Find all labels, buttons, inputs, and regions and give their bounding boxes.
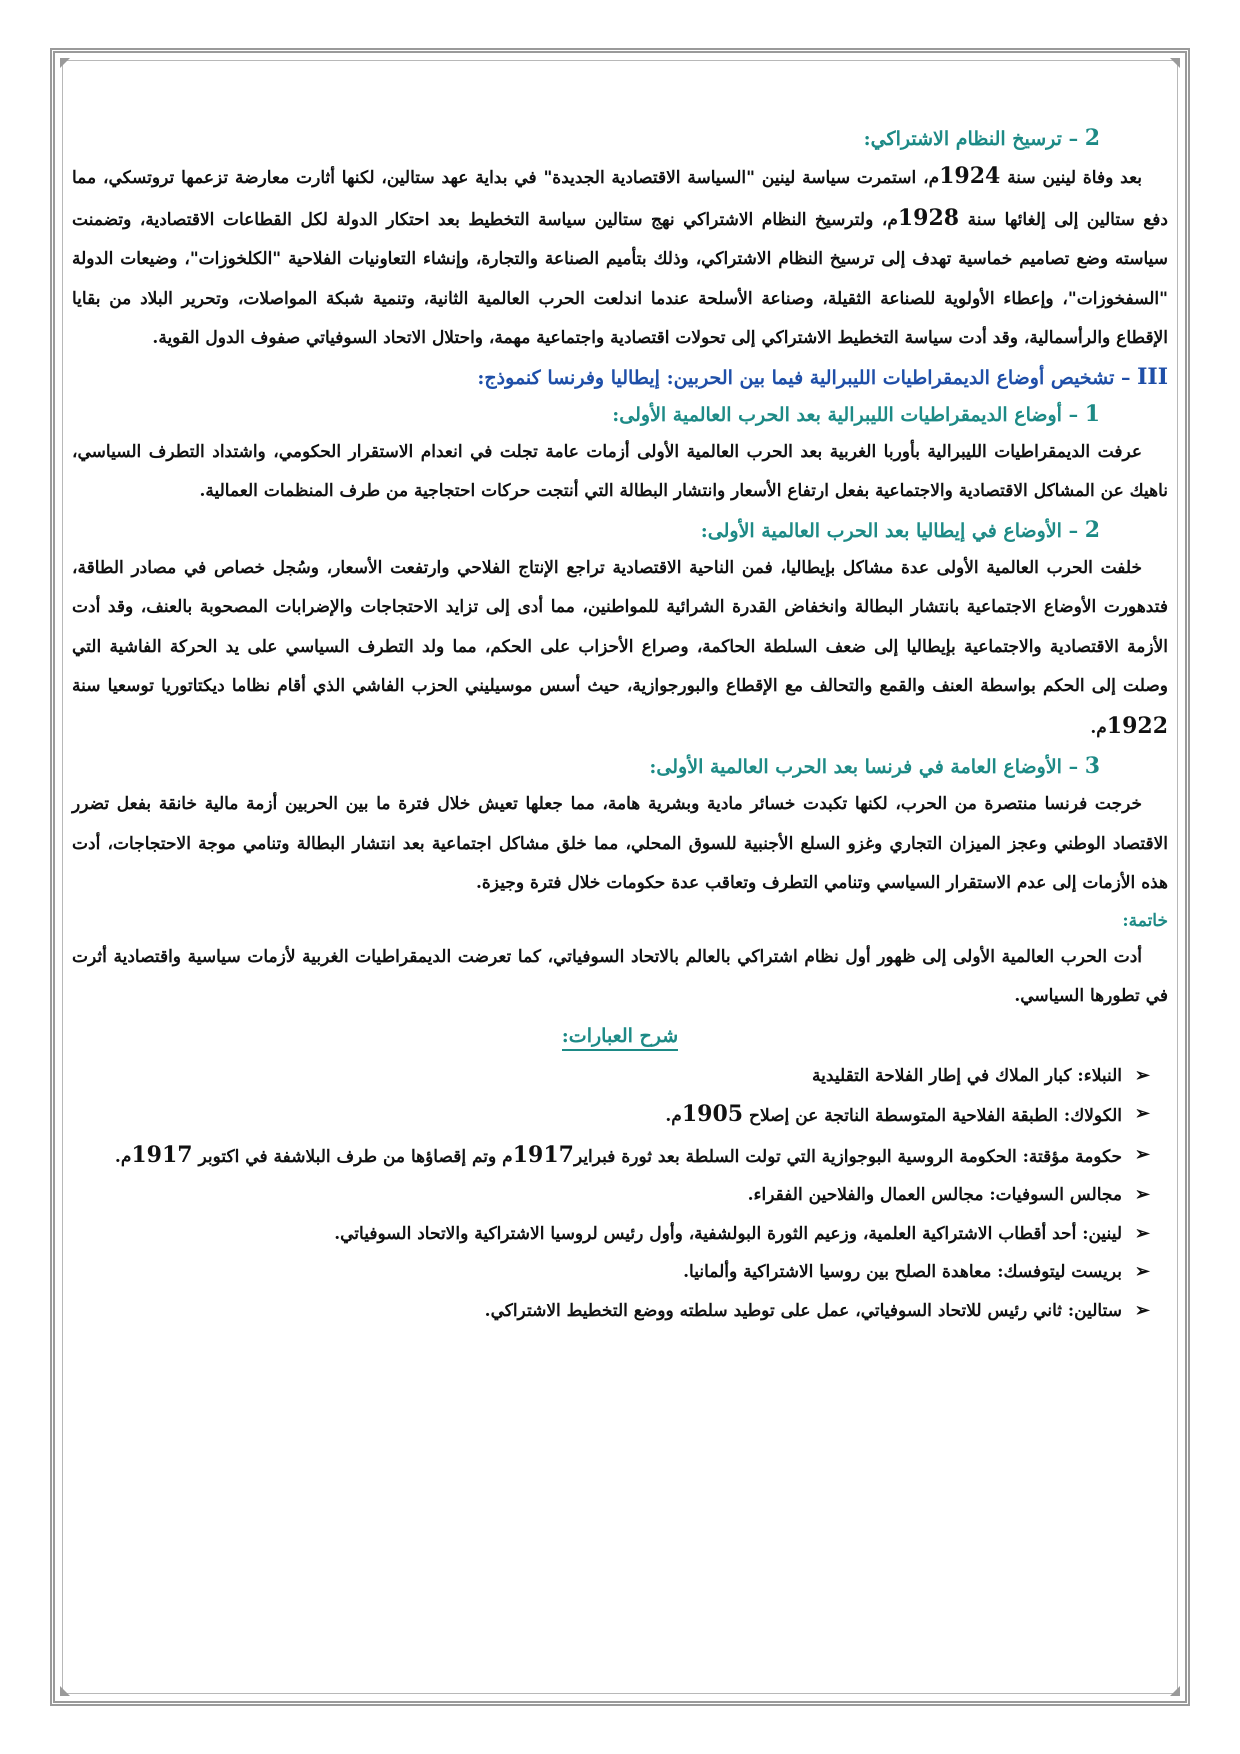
arrow-bullet-icon: ➢ — [1134, 1261, 1150, 1282]
arrow-bullet-icon: ➢ — [1134, 1103, 1150, 1124]
list-item: ➢ ستالين: ثاني رئيس للاتحاد السوفياتي، عمل على توطيد سلطته ووضع التخطيط الاشتراكي. — [72, 1292, 1150, 1331]
list-item: ➢ بريست ليتوفسك: معاهدة الصلح بين روسيا الاشتراكية وألمانيا. — [72, 1253, 1150, 1292]
definitions-title: شرح العبارات: — [72, 1025, 1168, 1047]
heading-france: 3 – الأوضاع العامة في فرنسا بعد الحرب العالمية الأولى: — [649, 753, 1100, 779]
paragraph-socialism: بعد وفاة لينين سنة 1924م، استمرت سياسة لينين "السياسة الاقتصادية الجديدة" في بداية عهد ستالين، لكنها أثارت معارضة تزعمها تروتسكي، مما دفع ستالين إلى إلغائها سنة 1928م، ولترسيخ النظام الاشتراكي نهج ستالين سياسة التخطيط بعد احتكار الدولة لكل القطاعات الاقتصادية، وتضمنت سياسته وضع تصاميم خماسية تهدف إلى ترسيخ النظام الاشتراكي، وذلك بتأميم الصناعة والتجارة، وإنشاء التعاونيات الفلاحية "الكلخوزات"، وضيعات الدولة "السفخوزات"، وإعطاء الأولوية للصناعة الثقيلة، وصناعة الأسلحة عندما اندلعت الحرب العالمية الثانية، وتنمية شبكة المواصلات، وتحرير البلاد من بقايا الإقطاع والرأسمالية، وقد أدت سياسة التخطيط الاشتراكي إلى تحولات اقتصادية واجتماعية مهمة، واحتلال الاتحاد السوفياتي صفوف الدول القوية. — [72, 163, 1168, 348]
list-item: ➢ النبلاء: كبار الملاك في إطار الفلاحة التقليدية — [72, 1057, 1150, 1096]
paragraph-conclusion: أدت الحرب العالمية الأولى إلى ظهور أول نظام اشتراكي بالعالم بالاتحاد السوفياتي، كما تعرضت الديمقراطيات الغربية لأزمات سياسية واقتصادية أثرت في تطورها السياسي. — [72, 946, 1168, 1006]
heading-liberal-democracies: 1 – أوضاع الديمقراطيات الليبرالية بعد الحرب العالمية الأولى: — [612, 400, 1100, 427]
heading-italy: 2 – الأوضاع في إيطاليا بعد الحرب العالمية الأولى: — [700, 516, 1100, 543]
list-item: ➢ مجالس السوفيات: مجالس العمال والفلاحين الفقراء. — [72, 1176, 1150, 1215]
list-item: ➢ لينين: أحد أقطاب الاشتراكية العلمية، وزعيم الثورة البولشفية، وأول رئيس لروسيا الاشتراكية والاتحاد السوفياتي. — [72, 1215, 1150, 1254]
arrow-bullet-icon: ➢ — [1134, 1143, 1150, 1165]
arrow-bullet-icon: ➢ — [1134, 1064, 1150, 1086]
corner-ornament — [1170, 1686, 1180, 1696]
paragraph-italy: خلفت الحرب العالمية الأولى عدة مشاكل بإيطاليا، فمن الناحية الاقتصادية تراجع الإنتاج الفلاحي وارتفعت الأسعار، وسُجل خصاص في مصادر الطاقة، فتدهورت الأوضاع الاجتماعية بانتشار البطالة وانخفاض القدرة الشرائية للمواطنين، مما أدى إلى تزايد الاحتجاجات والإضرابات المصحوبة بالعنف، وقد أدت الأزمة الاقتصادية والاجتماعية بإيطاليا إلى ضعف السلطة الحاكمة، وصراع الأحزاب على الحكم، مما ولد التطرف السياسي على يد الحركة الفاشية التي وصلت إلى الحكم بواسطة العنف والقمع والتحالف مع الإقطاع والبورجوازية، حيث أسس موسيليني الحزب الفاشي الذي أقام نظاما ديكتاتوريا توسعيا سنة 1922م. — [72, 557, 1168, 739]
document-body — [72, 120, 1168, 1330]
corner-ornament — [1170, 58, 1180, 68]
paragraph-liberal-democracies: عرفت الديمقراطيات الليبرالية بأوربا الغربية بعد الحرب العالمية الأولى أزمات عامة تجلت في انعدام الاستقرار الحكومي، واشتداد التطرف السياسي، ناهيك عن المشاكل الاقتصادية والاجتماعية بفعل ارتفاع الأسعار وانتشار البطالة التي أنتجت حركات احتجاجية من طرف المنظمات العمالية. — [72, 441, 1168, 501]
arrow-bullet-icon: ➢ — [1134, 1299, 1150, 1321]
definitions-list — [72, 1057, 1168, 1331]
corner-ornament — [60, 58, 70, 68]
arrow-bullet-icon: ➢ — [1134, 1184, 1150, 1205]
heading-conclusion: خاتمة: — [1122, 910, 1168, 931]
corner-ornament — [60, 1686, 70, 1696]
paragraph-france: خرجت فرنسا منتصرة من الحرب، لكنها تكبدت خسائر مادية وبشرية هامة، مما جعلها تعيش خلال فترة ما بين الحربين أزمة مالية خانقة بفعل تضرر الاقتصاد الوطني وعجز الميزان التجاري وغزو السلع الأجنبية للسوق المحلي، مما خلق مشاكل اجتماعية بعد انتشار البطالة وتنامي موجة الاحتجاجات، أدت هذه الأزمات إلى عدم الاستقرار السياسي وتنامي التطرف وتعاقب عدة حكومات خلال فترة وجيزة. — [72, 794, 1168, 893]
heading-section-iii: III – تشخيص أوضاع الديمقراطيات الليبرالية فيما بين الحربين: إيطاليا وفرنسا كنموذج: — [477, 363, 1168, 390]
list-item: ➢ حكومة مؤقتة: الحكومة الروسية البوجوازية التي تولت السلطة بعد ثورة فبراير1917م وتم إقصاؤها من طرف البلاشفة في اكتوبر 1917م. — [72, 1136, 1150, 1177]
list-item: ➢ الكولاك: الطبقة الفلاحية المتوسطة الناتجة عن إصلاح 1905م. — [72, 1095, 1150, 1136]
arrow-bullet-icon: ➢ — [1134, 1222, 1150, 1244]
heading-socialism-consolidation: 2 – ترسيخ النظام الاشتراكي: — [863, 125, 1100, 151]
